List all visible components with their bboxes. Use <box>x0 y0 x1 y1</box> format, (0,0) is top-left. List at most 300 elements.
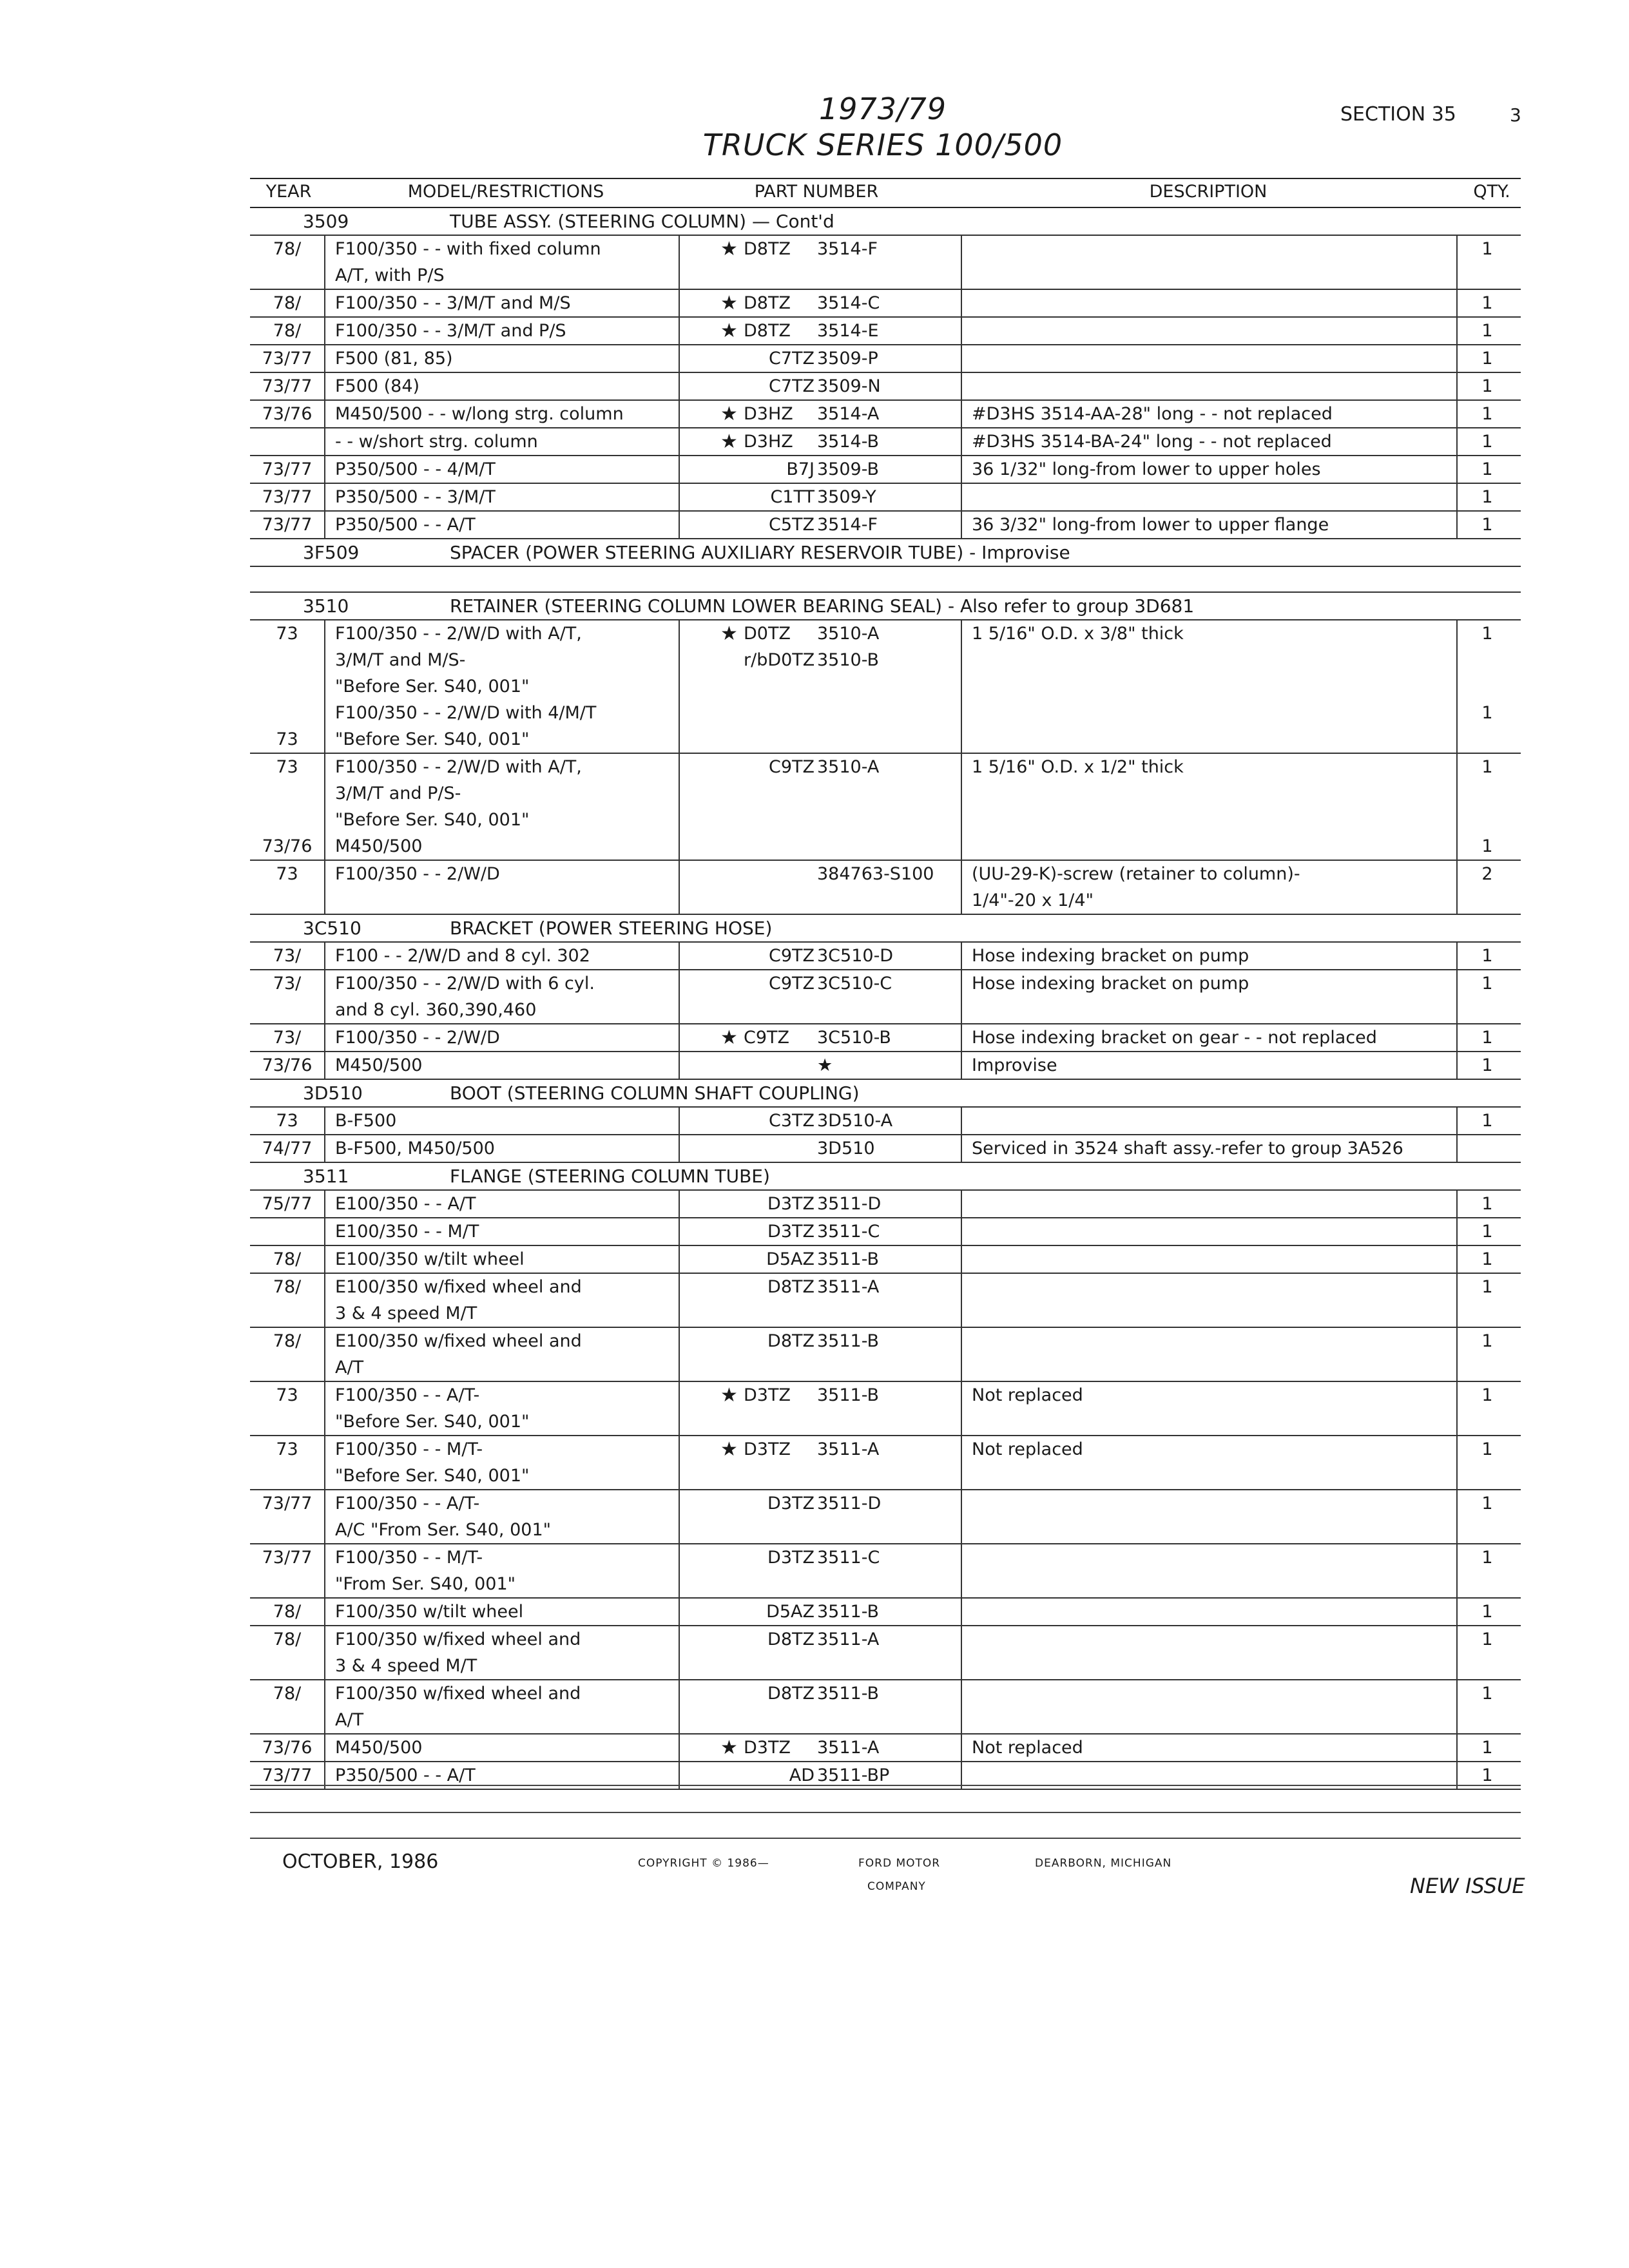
column-divider <box>679 1024 680 1051</box>
group-gap <box>250 567 1521 593</box>
column-divider <box>961 1135 962 1162</box>
table-top-rule <box>250 178 1521 179</box>
column-divider <box>1456 620 1458 753</box>
part-number: 3511-B <box>817 1249 880 1269</box>
column-divider <box>324 290 325 316</box>
year-cell: 73/77 <box>262 1548 313 1568</box>
group-header <box>250 1163 1521 1191</box>
model-cell: F100/350 - - 2/W/D with A/T, 3/M/T and M/S- "Before Ser. S40, 001" F100/350 - - 2/W/D with 4/M/T "Before Ser. S40, 001" <box>335 624 597 749</box>
year-cell: 75/77 <box>262 1194 313 1214</box>
column-divider <box>324 1052 325 1079</box>
description-cell: Not replaced <box>972 1738 1083 1758</box>
model-cell: M450/500 <box>335 1738 423 1758</box>
model-cell: B-F500 <box>335 1111 397 1131</box>
qty-cell: 1 <box>1481 1439 1493 1459</box>
model-cell: F100/350 - - 2/W/D <box>335 864 500 884</box>
year-cell: 73/ <box>273 946 302 966</box>
description-cell: 36 3/32" long-from lower to upper flange <box>972 515 1329 535</box>
column-divider <box>1456 401 1458 427</box>
column-divider <box>324 620 325 753</box>
column-divider <box>961 1626 962 1679</box>
description-cell: Not replaced <box>972 1439 1083 1459</box>
year-cell: 78/ <box>273 1684 302 1704</box>
table-row <box>250 1436 1521 1490</box>
group-title: RETAINER (STEERING COLUMN LOWER BEARING SEAL) - Also refer to group 3D681 <box>450 595 1195 617</box>
model-cell: P350/500 - - 3/M/T <box>335 487 496 507</box>
table-row <box>250 345 1521 373</box>
description-cell: #D3HS 3514-AA-28" long - - not replaced <box>972 404 1333 424</box>
column-divider <box>1456 1626 1458 1679</box>
column-divider <box>679 970 680 1023</box>
column-divider <box>324 1599 325 1625</box>
column-divider <box>1456 1191 1458 1217</box>
footer-date: OCTOBER, 1986 <box>282 1850 439 1873</box>
qty-cell: 1 <box>1481 1194 1493 1214</box>
col-header-part-number: PART NUMBER <box>754 182 879 202</box>
qty-cell: 1 <box>1481 459 1493 479</box>
part-number: 3C510-B <box>817 1028 891 1048</box>
column-divider <box>324 1246 325 1273</box>
column-divider <box>1456 318 1458 344</box>
qty-cell: 1 <box>1481 1277 1493 1297</box>
footer-copyright: COPYRIGHT © 1986— <box>638 1857 769 1870</box>
replacement-star-icon: ★ <box>720 1736 738 1759</box>
qty-cell: 1 <box>1481 1765 1493 1785</box>
column-divider <box>679 512 680 538</box>
column-divider <box>961 1680 962 1733</box>
column-divider <box>324 754 325 860</box>
part-prefix: C3TZ <box>768 1111 815 1131</box>
column-divider <box>961 970 962 1023</box>
column-divider <box>1456 943 1458 969</box>
part-number: 3511-D <box>817 1194 882 1214</box>
column-divider <box>961 1490 962 1543</box>
column-divider <box>1456 512 1458 538</box>
part-number: 3511-A <box>817 1629 880 1649</box>
part-number: 3C510-D <box>817 946 894 966</box>
part-number: 3511-B <box>817 1684 880 1704</box>
part-prefix: D3HZ <box>744 404 793 424</box>
qty-cell: 1 <box>1481 293 1493 313</box>
year-cell: 78/ <box>273 321 302 341</box>
column-divider <box>1456 1599 1458 1625</box>
part-prefix: D3TZ <box>767 1548 815 1568</box>
column-divider <box>1456 861 1458 914</box>
year-cell: 73/77 <box>262 1494 313 1514</box>
part-prefix: D3TZ <box>744 1439 791 1459</box>
part-prefix: C1TT <box>770 487 815 507</box>
part-prefix: D8TZ <box>744 293 791 313</box>
column-divider <box>679 1490 680 1543</box>
qty-cell: 1 <box>1481 1494 1493 1514</box>
part-number: 3511-C <box>817 1548 880 1568</box>
table-row <box>250 861 1521 915</box>
column-divider <box>324 1735 325 1761</box>
year-cell: 78/ <box>273 1602 302 1622</box>
year-cell: 73 <box>276 1385 298 1405</box>
column-divider <box>1456 1052 1458 1079</box>
group-title: BRACKET (POWER STEERING HOSE) <box>450 918 773 939</box>
year-cell: 78/ <box>273 1629 302 1649</box>
model-cell: M450/500 - - w/long strg. column <box>335 404 624 424</box>
year-cell: 73 <box>276 864 298 884</box>
column-divider <box>961 345 962 372</box>
column-divider <box>324 1024 325 1051</box>
part-prefix: D8TZ <box>744 321 791 341</box>
column-divider <box>679 1191 680 1217</box>
table-row <box>250 1246 1521 1274</box>
model-cell: E100/350 w/fixed wheel and 3 & 4 speed M/T <box>335 1277 582 1323</box>
part-prefix: C5TZ <box>768 515 815 535</box>
model-cell: E100/350 - - M/T <box>335 1222 479 1242</box>
column-divider <box>1456 484 1458 510</box>
qty-cell: 1 <box>1481 376 1493 396</box>
table-row <box>250 484 1521 512</box>
column-divider <box>961 318 962 344</box>
part-prefix: D3HZ <box>744 432 793 452</box>
year-cell: 78/ <box>273 239 302 259</box>
year-cell: 73/77 <box>262 376 313 396</box>
table-row <box>250 1052 1521 1080</box>
qty-cell: 1 <box>1481 1548 1493 1568</box>
column-divider <box>679 1544 680 1597</box>
qty-cell: 1 <box>1481 239 1493 259</box>
year-cell: 73 <box>276 1439 298 1459</box>
column-divider <box>324 1626 325 1679</box>
column-divider <box>324 970 325 1023</box>
year-cell: 74/77 <box>262 1139 313 1158</box>
part-number: 3C510-C <box>817 974 892 994</box>
column-divider <box>961 401 962 427</box>
column-divider <box>1456 1382 1458 1435</box>
description-cell: Not replaced <box>972 1385 1083 1405</box>
column-divider <box>1456 373 1458 399</box>
year-cell: 73 73/76 <box>262 757 313 856</box>
column-divider <box>1456 1490 1458 1543</box>
column-divider <box>324 456 325 483</box>
column-divider <box>679 236 680 289</box>
part-number: ★ <box>817 1055 833 1075</box>
model-cell: E100/350 w/fixed wheel and A/T <box>335 1331 582 1378</box>
part-number: 3510-A 3510-B <box>817 624 880 670</box>
year-cell: 73 73 <box>276 624 298 749</box>
column-divider <box>679 1328 680 1381</box>
column-divider <box>679 1108 680 1134</box>
column-divider <box>324 1544 325 1597</box>
part-number: 3511-B <box>817 1331 880 1351</box>
table-row <box>250 1328 1521 1382</box>
column-divider <box>961 1191 962 1217</box>
model-cell: P350/500 - - A/T <box>335 515 476 535</box>
model-cell: F100/350 - - 3/M/T and M/S <box>335 293 571 313</box>
column-divider <box>324 1436 325 1489</box>
model-cell: E100/350 w/tilt wheel <box>335 1249 525 1269</box>
group-header <box>250 539 1521 567</box>
col-header-qty: QTY. <box>1473 182 1510 202</box>
model-cell: F100/350 - - with fixed column A/T, with P/S <box>335 239 601 285</box>
table-row <box>250 1218 1521 1246</box>
qty-cell: 1 <box>1481 1629 1493 1649</box>
qty-cell: 1 <box>1481 321 1493 341</box>
qty-cell: 1 <box>1481 1738 1493 1758</box>
description-cell: Hose indexing bracket on gear - - not replaced <box>972 1028 1377 1048</box>
column-divider <box>1456 1108 1458 1134</box>
part-number: 3511-BP <box>817 1765 890 1785</box>
column-divider <box>1456 1135 1458 1162</box>
part-number: 3514-F <box>817 515 878 535</box>
year-cell: 73/ <box>273 974 302 994</box>
column-divider <box>679 861 680 914</box>
column-divider <box>679 318 680 344</box>
model-cell: P350/500 - - A/T <box>335 1765 476 1785</box>
description-cell: Hose indexing bracket on pump <box>972 946 1249 966</box>
column-divider <box>679 1436 680 1489</box>
column-divider <box>679 1626 680 1679</box>
column-divider <box>961 373 962 399</box>
column-divider <box>1456 290 1458 316</box>
column-divider <box>679 428 680 455</box>
parts-table <box>250 208 1521 1790</box>
part-number: 3511-A <box>817 1439 880 1459</box>
column-divider <box>679 943 680 969</box>
column-divider <box>679 1274 680 1327</box>
column-divider <box>1456 1544 1458 1597</box>
table-row <box>250 943 1521 970</box>
group-title: FLANGE (STEERING COLUMN TUBE) <box>450 1166 770 1187</box>
column-divider <box>961 620 962 753</box>
model-cell: F500 (84) <box>335 376 420 396</box>
group-title: BOOT (STEERING COLUMN SHAFT COUPLING) <box>450 1082 860 1104</box>
part-prefix: C9TZ <box>768 757 815 777</box>
part-prefix: D3TZ <box>767 1222 815 1242</box>
column-divider <box>324 512 325 538</box>
qty-cell: 1 <box>1481 1222 1493 1242</box>
replacement-star-icon: ★ <box>720 430 738 453</box>
column-divider <box>961 1024 962 1051</box>
table-row <box>250 1680 1521 1735</box>
qty-cell: 1 <box>1481 1684 1493 1704</box>
group-header <box>250 1080 1521 1108</box>
footer-issue: NEW ISSUE <box>1410 1874 1525 1898</box>
model-cell: F100/350 - - A/T- A/C "From Ser. S40, 001" <box>335 1494 552 1540</box>
column-divider <box>324 861 325 914</box>
group-title: SPACER (POWER STEERING AUXILIARY RESERVOIR TUBE) - Improvise <box>450 542 1070 563</box>
column-divider <box>679 1218 680 1245</box>
part-prefix: D0TZ r/bD0TZ <box>744 624 815 670</box>
year-cell: 78/ <box>273 293 302 313</box>
qty-cell: 1 1 <box>1481 757 1493 856</box>
table-row <box>250 1108 1521 1135</box>
year-cell: 73/77 <box>262 349 313 369</box>
column-divider <box>679 484 680 510</box>
column-divider <box>961 1328 962 1381</box>
column-divider <box>324 1135 325 1162</box>
year-cell: 73/76 <box>262 1055 313 1075</box>
column-divider <box>324 484 325 510</box>
table-row <box>250 236 1521 290</box>
part-number: 3514-C <box>817 293 880 313</box>
column-divider <box>1456 1024 1458 1051</box>
description-cell: (UU-29-K)-screw (retainer to column)- 1/4"-20 x 1/4" <box>972 864 1300 910</box>
model-cell: - - w/short strg. column <box>335 432 538 452</box>
model-cell: E100/350 - - A/T <box>335 1194 476 1214</box>
blank-rule <box>250 1785 1521 1786</box>
replacement-star-icon: ★ <box>720 1026 738 1049</box>
column-divider <box>961 456 962 483</box>
year-cell: 73/77 <box>262 487 313 507</box>
col-header-model: MODEL/RESTRICTIONS <box>407 182 604 202</box>
column-divider <box>961 512 962 538</box>
column-divider <box>324 1328 325 1381</box>
model-cell: F500 (81, 85) <box>335 349 453 369</box>
year-cell: 73/77 <box>262 459 313 479</box>
column-divider <box>679 1735 680 1761</box>
year-cell: 73 <box>276 1111 298 1131</box>
part-prefix: C9TZ <box>768 974 815 994</box>
group-header <box>250 915 1521 943</box>
qty-cell: 1 <box>1481 404 1493 424</box>
column-divider <box>961 754 962 860</box>
year-cell: 73/77 <box>262 1765 313 1785</box>
group-header <box>250 208 1521 236</box>
column-divider <box>679 1052 680 1079</box>
column-divider <box>961 1218 962 1245</box>
section-label: SECTION 35 <box>1340 103 1456 126</box>
table-row <box>250 1544 1521 1599</box>
group-header <box>250 593 1521 620</box>
table-row <box>250 290 1521 318</box>
part-number: 3510-A <box>817 757 880 777</box>
column-divider <box>1456 1274 1458 1327</box>
qty-cell: 1 <box>1481 1028 1493 1048</box>
part-prefix: D3TZ <box>744 1738 791 1758</box>
column-divider <box>961 484 962 510</box>
part-prefix: C7TZ <box>768 376 815 396</box>
column-divider <box>961 1544 962 1597</box>
table-row <box>250 1626 1521 1680</box>
blank-rule <box>250 1838 1521 1839</box>
page-title-years: 1973/79 <box>818 91 947 126</box>
qty-cell: 1 <box>1481 1385 1493 1405</box>
column-divider <box>324 1680 325 1733</box>
part-number: 3514-E <box>817 321 879 341</box>
part-number: 3514-B <box>817 432 880 452</box>
qty-cell: 1 <box>1481 974 1493 994</box>
qty-cell: 1 <box>1481 349 1493 369</box>
group-number: 3D510 <box>303 1082 363 1104</box>
table-row <box>250 1274 1521 1328</box>
column-divider <box>961 428 962 455</box>
table-row <box>250 1191 1521 1218</box>
column-divider <box>679 1680 680 1733</box>
group-number: 3511 <box>303 1166 349 1187</box>
column-divider <box>1456 1680 1458 1733</box>
part-number: 3509-N <box>817 376 881 396</box>
column-divider <box>679 1382 680 1435</box>
replacement-star-icon: ★ <box>720 1438 738 1461</box>
replacement-star-icon: ★ <box>720 403 738 425</box>
column-divider <box>324 345 325 372</box>
part-number: 3514-A <box>817 404 880 424</box>
column-divider <box>961 1246 962 1273</box>
table-row <box>250 1024 1521 1052</box>
column-divider <box>961 1382 962 1435</box>
description-cell: Serviced in 3524 shaft assy.-refer to group 3A526 <box>972 1139 1403 1158</box>
group-number: 3F509 <box>303 542 360 563</box>
column-divider <box>679 345 680 372</box>
group-number: 3509 <box>303 211 349 232</box>
column-divider <box>1456 1328 1458 1381</box>
qty-cell: 1 <box>1481 1055 1493 1075</box>
column-divider <box>679 1135 680 1162</box>
description-cell: 1 5/16" O.D. x 3/8" thick <box>972 624 1184 644</box>
year-cell: 73/76 <box>262 1738 313 1758</box>
table-row <box>250 754 1521 861</box>
description-cell: #D3HS 3514-BA-24" long - - not replaced <box>972 432 1332 452</box>
column-divider <box>1456 754 1458 860</box>
qty-cell: 1 <box>1481 1111 1493 1131</box>
part-number: 3D510-A <box>817 1111 893 1131</box>
column-divider <box>324 428 325 455</box>
qty-cell: 2 <box>1481 864 1493 884</box>
column-divider <box>961 1599 962 1625</box>
column-divider <box>679 401 680 427</box>
page-title-series: TRUCK SERIES 100/500 <box>702 128 1063 162</box>
group-number: 3510 <box>303 595 349 617</box>
column-divider <box>679 754 680 860</box>
part-number: 3511-C <box>817 1222 880 1242</box>
part-number: 3D510 <box>817 1139 875 1158</box>
qty-cell: 1 <box>1481 946 1493 966</box>
qty-cell: 1 <box>1481 1602 1493 1622</box>
column-divider <box>324 401 325 427</box>
replacement-star-icon: ★ <box>720 1384 738 1407</box>
column-divider <box>1456 1218 1458 1245</box>
part-number: 3514-F <box>817 239 878 259</box>
column-divider <box>679 1599 680 1625</box>
qty-cell: 1 <box>1481 515 1493 535</box>
footer-company-line2: COMPANY <box>867 1880 926 1893</box>
part-number: 3509-P <box>817 349 878 369</box>
column-divider <box>324 373 325 399</box>
model-cell: B-F500, M450/500 <box>335 1139 495 1158</box>
qty-cell: 1 <box>1481 1249 1493 1269</box>
group-title: TUBE ASSY. (STEERING COLUMN) — Cont'd <box>450 211 834 232</box>
column-divider <box>1456 970 1458 1023</box>
part-prefix: AD <box>789 1765 815 1785</box>
year-cell: 73/ <box>273 1028 302 1048</box>
part-prefix: C7TZ <box>768 349 815 369</box>
table-row <box>250 428 1521 456</box>
qty-cell: 1 <box>1481 432 1493 452</box>
column-divider <box>1456 1246 1458 1273</box>
column-divider <box>961 290 962 316</box>
model-cell: F100 - - 2/W/D and 8 cyl. 302 <box>335 946 590 966</box>
column-divider <box>324 1108 325 1134</box>
column-divider <box>961 1052 962 1079</box>
model-cell: F100/350 w/fixed wheel and 3 & 4 speed M/T <box>335 1629 581 1676</box>
column-divider <box>961 1436 962 1489</box>
year-cell: 78/ <box>273 1249 302 1269</box>
replacement-star-icon: ★ <box>720 292 738 314</box>
part-prefix: D8TZ <box>767 1629 815 1649</box>
qty-cell: 1 <box>1481 1331 1493 1351</box>
model-cell: F100/350 w/fixed wheel and A/T <box>335 1684 581 1730</box>
part-number: 384763-S100 <box>817 864 934 884</box>
col-header-year: YEAR <box>265 182 312 202</box>
column-divider <box>1456 456 1458 483</box>
year-cell: 73/77 <box>262 515 313 535</box>
